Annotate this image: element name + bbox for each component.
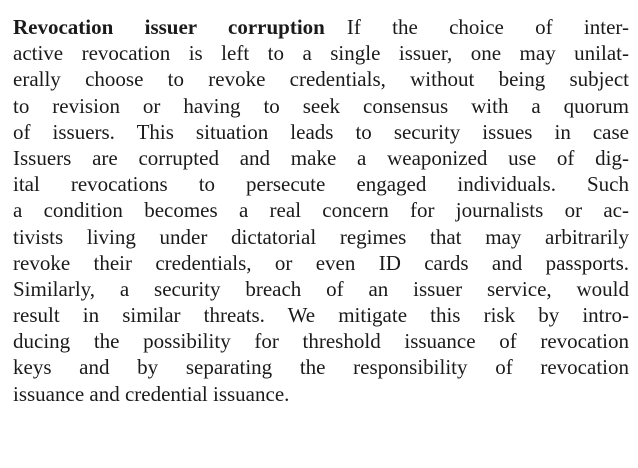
text-line-14: keys and by separating the responsibility of revocation — [13, 355, 629, 380]
text-line-4: to revision or having to seek consensus with a quorum — [13, 93, 629, 118]
text-line-7: ital revocations to persecute engaged individuals. Such — [13, 172, 629, 197]
text-line-1-body: If the choice of inter- — [346, 15, 629, 39]
text-line-10: revoke their credentials, or even ID cards and passports. — [13, 250, 629, 275]
text-line-5: of issuers. This situation leads to security issues in case — [13, 119, 629, 144]
text-line-1 — [13, 14, 629, 40]
text-line-6: Issuers are corrupted and make a weaponized use of dig- — [13, 145, 629, 170]
text-line-9: tivists living under dictatorial regimes that may arbitrarily — [13, 224, 629, 249]
text-line-12: result in similar threats. We mitigate this risk by intro- — [13, 303, 629, 328]
text-line-15: issuance and credential issuance. — [13, 381, 290, 406]
text-line-2: active revocation is left to a single issuer, one may unilat- — [13, 41, 629, 66]
text-line-13: ducing the possibility for threshold issuance of revocation — [13, 329, 629, 354]
text-line-8: a condition becomes a real concern for journalists or ac- — [13, 198, 629, 223]
text-line-11: Similarly, a security breach of an issuer service, would — [13, 276, 629, 301]
paper-paragraph — [13, 14, 629, 407]
paragraph-heading: Revocation issuer corruption — [13, 15, 325, 39]
text-line-3: erally choose to revoke credentials, without being subject — [13, 67, 629, 92]
